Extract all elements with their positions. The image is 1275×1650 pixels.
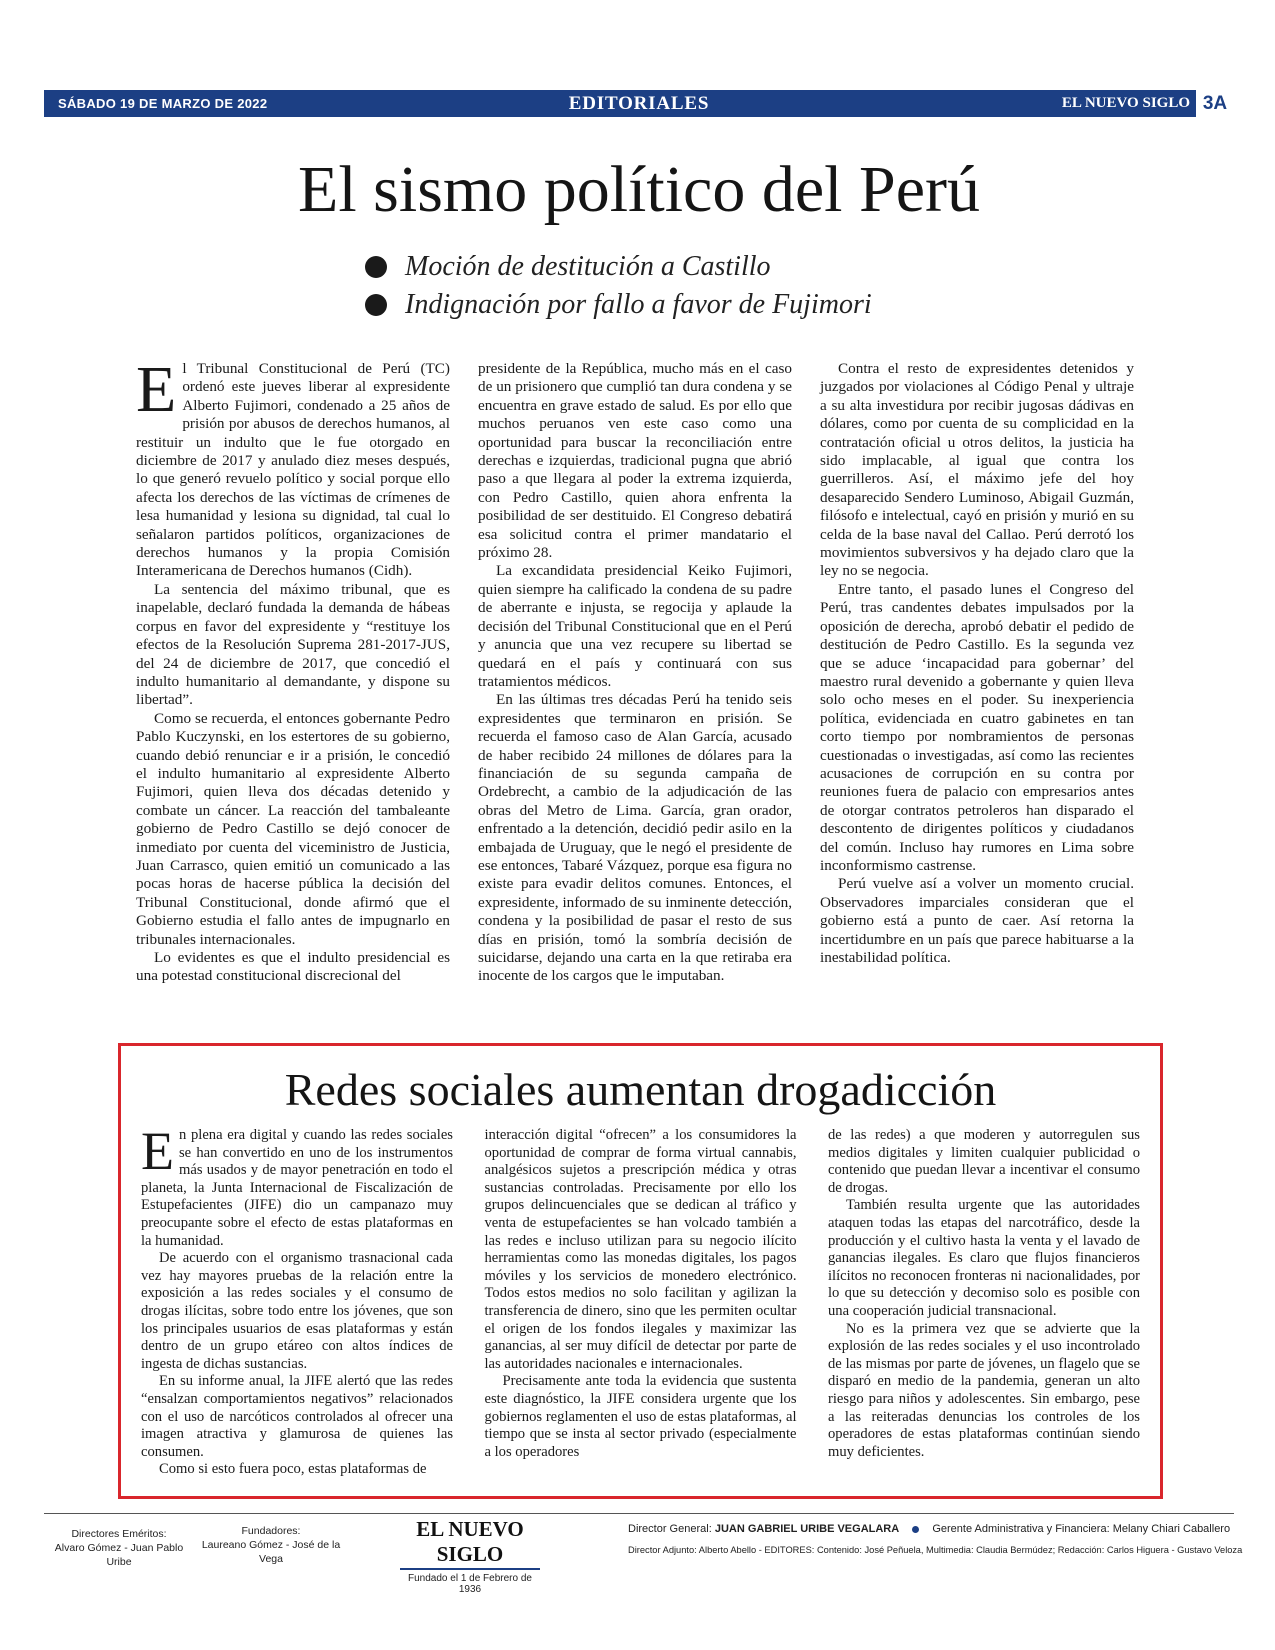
footer-directores (44, 1527, 194, 1569)
paragraph: También resulta urgente que las autoridades ataquen todas las etapas del narcotráfico, desde la producción y el cultivo hasta la venta y el lavado de ganancias ilegales. Es claro que flujos financieros ilícitos no reconocen fronteras ni nacionalidades, por lo que su detección y decomiso solo es posible con una cooperación judicial transnacional. (828, 1197, 1140, 1319)
footer-fundadores (196, 1524, 346, 1566)
footer-logo-block (400, 1517, 540, 1595)
paragraph: Precisamente ante toda la evidencia que sustenta este diagnóstico, la JIFE considera urgente que los gobiernos reglamenten el uso de estas plataformas, al tiempo que se insta al sector privado (especialmente a los operadores (484, 1373, 797, 1460)
editorial-1-subtitle (365, 286, 872, 324)
director-general-name: JUAN GABRIEL URIBE VEGALARA (714, 1523, 900, 1535)
editorial-1-subtitles (365, 248, 872, 324)
fundadores-names: Laureano Gómez - José de la Vega (201, 1539, 341, 1565)
founding-date: Fundado el 1 de Febrero de 1936 (408, 1573, 532, 1595)
bullet-icon (365, 256, 387, 278)
page-header-bar (44, 90, 1234, 117)
paragraph: l Tribunal Constitucional de Perú (TC) ordenó este jueves liberar al expresidente Alberto Fujimori, condenado a 25 años de prisión por abusos de derechos humanos, al restituir un indulto que le fue otorgado en diciembre de 2017 y anulado diez meses después, lo que generó revuelo político y social porque ello afecta los derechos de las víctimas de crímenes de lesa humanidad y lesiona su dignidad, tal cual lo señalaron partidos políticos, organizaciones de derechos humanos y la propia Comisión Interamericana de Derechos humanos (Cidh). (136, 360, 450, 580)
paragraph: n plena era digital y cuando las redes sociales se han convertido en uno de los instrumentos más usados y de mayor penetración en todo el planeta, la Junta Internacional de Fiscalización de Estupefacientes (JIFE) dio un campanazo muy preocupante sobre el efecto de estas plataformas en la humanidad. (141, 1127, 453, 1249)
text-column (478, 360, 792, 1030)
footer-staff (628, 1522, 1242, 1558)
bullet-icon (365, 294, 387, 316)
subtitle-text: Moción de destitución a Castillo (405, 251, 771, 282)
paragraph: de las redes) a que moderen y autorregulen sus medios digitales y limiten cualquier publicidad o contenido que puedan llevar a incentivar el consumo de drogas. (828, 1127, 1140, 1196)
paragraph: Contra el resto de expresidentes detenidos y juzgados por violaciones al Código Penal y ultraje a su alta investidura por recibir jugosas dádivas en dólares, como por cuenta de su complicidad en la contratación oficial u otros delitos, la justicia ha sido implacable, al igual que contra los guerrilleros. Así, el máximo jefe del hoy desaparecido Sendero Luminoso, Abigail Guzmán, filósofo e intelectual, cayó en prisión y murió en su celda de la base naval del Callao. Perú derrotó los movimientos subversivos y ha dejado claro que la ley no se negocia. (820, 360, 1134, 580)
text-column (136, 353, 450, 1030)
paragraph: En su informe anual, la JIFE alertó que las redes “ensalzan comportamientos negativos” relacionados con el uso de narcóticos controlados al ofrecer una imagen atractiva y glamurosa de quienes las consumen. (141, 1373, 453, 1460)
staff-row-1 (628, 1522, 1242, 1537)
footer-divider (44, 1513, 1234, 1514)
separator-dot-icon (912, 1526, 919, 1533)
paragraph: Perú vuelve así a volver un momento crucial. Observadores imparciales consideran que el gobierno está a punto de caer. Así retorna la incertidumbre en un país que parece habituarse a la inestabilidad política. (820, 875, 1134, 966)
directores-names: Alvaro Gómez - Juan Pablo Uribe (54, 1542, 184, 1568)
paragraph: De acuerdo con el organismo trasnacional cada vez hay mayores pruebas de la relación entre la exposición a las redes sociales y el consumo de drogas ilícitas, sobre todo entre los jóvenes, que son los principales usuarios de esas plataformas y están dentro de un grupo etáreo con altos índices de ingesta de dichas sustancias. (141, 1250, 453, 1372)
paragraph: En las últimas tres décadas Perú ha tenido seis expresidentes que terminaron en prisión. Se recuerda el famoso caso de Alan García, acusado de haber recibido 24 millones de dólares para la financiación de su segunda campaña de Ordebrecht, a cambio de la adjudicación de las obras del Metro de Lima. García, gran orador, enfrentado a la detención, decidió pedir asilo en la embajada de Uruguay, que le negó el presidente de ese entonces, Tabaré Vázquez, porque esa figura no existe para evadir delitos comunes. Entonces, el expresidente, informado de su inminente detección, condena y la posibilidad de pasar el resto de sus días en prisión, tomó la sombría decisión de suicidarse, dejando una carta en la que retiraba era inocente de los cargos que le imputaban. (478, 691, 792, 985)
subtitle-text: Indignación por fallo a favor de Fujimori (405, 289, 872, 320)
director-general-label: Director General: (628, 1523, 712, 1535)
paragraph: Entre tanto, el pasado lunes el Congreso del Perú, tras candentes debates impulsados por la oposición de derecha, aprobó debatir el pedido de destitución de Pedro Castillo. Es la segunda vez que se aduce ‘incapacidad para gobernar’ del maestro rural devenido a gobernante y quien lleva solo ocho meses en el poder. Su inexperiencia política, evidenciada en cuatro gabinetes en tan corto tiempo por nombramientos de personas cuestionadas o investigadas, así como las recientes acusaciones de corrupción en su contra por reuniones fuera de palacio con empresarios antes de otorgar contratos petroleros han disparado el descontento de dirigentes políticos y ciudadanos del común. Incluso hay rumores en Lima sobre inconformismo castrense. (820, 580, 1134, 874)
text-column (141, 1121, 453, 1487)
paragraph: Como si esto fuera poco, estas plataformas de (159, 1461, 427, 1478)
editorial-1-subtitle (365, 248, 872, 286)
section-name: EDITORIALES (568, 92, 710, 114)
paragraph: La excandidata presidencial Keiko Fujimori, quien siempre ha calificado la condena de su padre de aberrante e injusta, se regocija y aplaude la decisión del Tribunal Constitucional que en el Perú y anuncia que una vez recupere su libertad se quedará en el país y continuará con sus tratamientos médicos. (478, 562, 792, 690)
text-column (828, 1127, 1140, 1487)
directores-label: Directores Eméritos: (71, 1528, 167, 1540)
paragraph: La sentencia del máximo tribunal, que es inapelable, declaró fundada la demanda de hábeas corpus en favor del expresidente y “restituye los efectos de la Resolución Suprema 281-2017-JUS, del 24 de diciembre de 2017, que concedió el indulto humanitario al demandante, y dispone su libertad”. (136, 580, 450, 709)
gerente-name: Melany Chiari Caballero (1112, 1523, 1231, 1535)
issue-date: SÁBADO 19 DE MARZO DE 2022 (58, 96, 268, 111)
text-column (485, 1127, 797, 1487)
newspaper-name: EL NUEVO SIGLO (1061, 95, 1190, 111)
drop-cap: E (141, 1121, 174, 1181)
fundadores-label: Fundadores: (241, 1525, 301, 1537)
editorial-2-title: Redes sociales aumentan drogadicción (284, 1064, 997, 1115)
paragraph: interacción digital “ofrecen” a los consumidores la oportunidad de comprar de forma virtual cannabis, analgésicos sujetos a prescripción médica y otras sustancias controladas. Precisamente por ello los grupos delincuenciales que se dedican al tráfico y venta de estupefacientes se han volcado también a las redes e incluso utilizan para su negocio ilícito herramientas como las monedas digitales, los pagos móviles y los servicios de monedero electrónico. Todos estos medios no solo facilitan y agilizan la transferencia de dinero, sino que les permiten ocultar el origen de los fondos ilegales y maximizar las ganancias, al ser muy difícil de detectar por parte de las autoridades nacionales e internacionales. (484, 1127, 797, 1372)
paragraph: Como se recuerda, el entonces gobernante Pedro Pablo Kuczynski, en los estertores de su gobierno, cuando debió renunciar e ir a prisión, le concedió el indulto humanitario al expresidente Alberto Fujimori, quien lleva dos décadas detenido y combate un cáncer. La reacción del tambaleante gobierno de Pedro Castillo se dejó conocer de inmediato por cuenta del viceministro de Justicia, Juan Carrasco, quien emitió un comunicado a las pocas horas de hacerse pública la decisión del Tribunal Constitucional, donde afirmó que el Gobierno estudia el fallo antes de impugnarlo en tribunales internacionales. (136, 709, 450, 948)
editorial-2-box (118, 1043, 1163, 1499)
editorial-1-title: El sismo político del Perú (298, 153, 980, 226)
page-number: 3A (1196, 90, 1234, 117)
paragraph: Lo evidentes es que el indulto presidencial es una potestad constitucional discrecional del (136, 949, 450, 985)
editorial-1-body (136, 353, 1134, 1030)
newspaper-logo: EL NUEVO SIGLO (400, 1517, 540, 1570)
staff-row-2: Director Adjunto: Alberto Abello - EDITORES: Contenido: José Peñuela, Multimedia: Claudia Bermúdez; Redacción: Carlos Higuera - Gustavo Veloza (628, 1545, 1243, 1555)
editorial-2-body (141, 1121, 1140, 1487)
text-column (820, 360, 1134, 1030)
paragraph: presidente de la República, mucho más en el caso de un prisionero que cumplió tan dura condena y se encuentra en grave estado de salud. Es por ello que muchos peruanos ven este caso como una oportunidad para buscar la reconciliación entre derechas e izquierdas, tradicional pugna que abrió paso a que llegara al poder la extrema izquierda, con Pedro Castillo, quien ahora enfrenta la posibilidad de ser destituido. El Congreso debatirá esa solicitud contra el primer mandatario el próximo 28. (478, 360, 792, 562)
gerente-label: Gerente Administrativa y Financiera: (932, 1523, 1110, 1535)
drop-cap: E (136, 353, 177, 426)
paragraph: No es la primera vez que se advierte que la explosión de las redes sociales y el uso incontrolado de las mismas por parte de jóvenes, un flagelo que se disparó en medio de la pandemia, generan un alto riesgo para niños y adolescentes. Sin embargo, pese a las reiteradas denuncias los controles de los operadores de estas plataformas continúan siendo muy deficientes. (828, 1320, 1140, 1460)
